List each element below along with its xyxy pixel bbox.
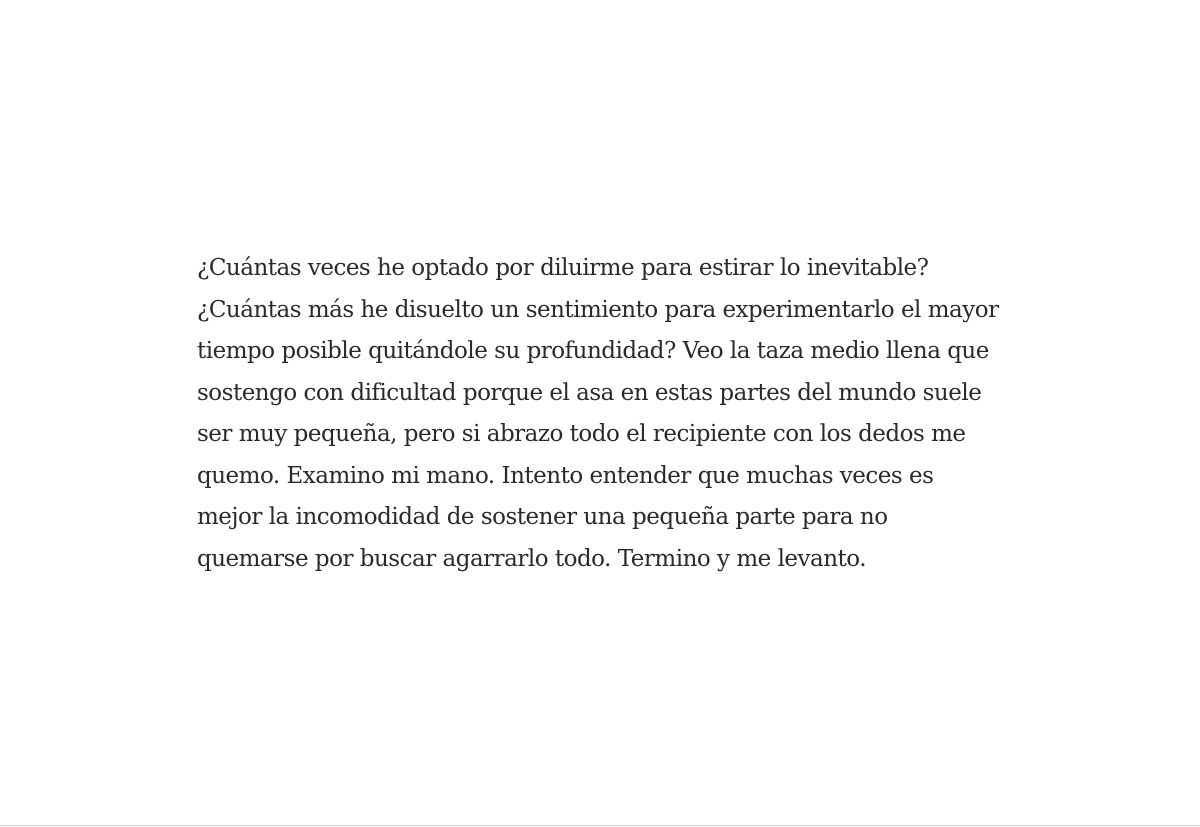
passage-line-5: ser muy pequeña, pero si abrazo todo el recipiente con los dedos me bbox=[197, 421, 966, 447]
text-passage bbox=[197, 248, 999, 580]
passage-line-8: quemarse por buscar agarrarlo todo. Termino y me levanto. bbox=[197, 545, 867, 572]
passage-line-7: mejor la incomodidad de sostener una pequeña parte para no bbox=[197, 504, 888, 530]
passage-line-6: quemo. Examino mi mano. Intento entender que muchas veces es bbox=[197, 462, 934, 489]
passage-line-1: ¿Cuántas veces he optado por diluirme para estirar lo inevitable? bbox=[197, 255, 929, 281]
passage-line-4: sostengo con dificultad porque el asa en estas partes del mundo suele bbox=[197, 379, 982, 406]
passage-line-3: tiempo posible quitándole su profundidad? Veo la taza medio llena que bbox=[197, 338, 989, 364]
passage-line-2: ¿Cuántas más he disuelto un sentimiento para experimentarlo el mayor bbox=[197, 296, 999, 323]
